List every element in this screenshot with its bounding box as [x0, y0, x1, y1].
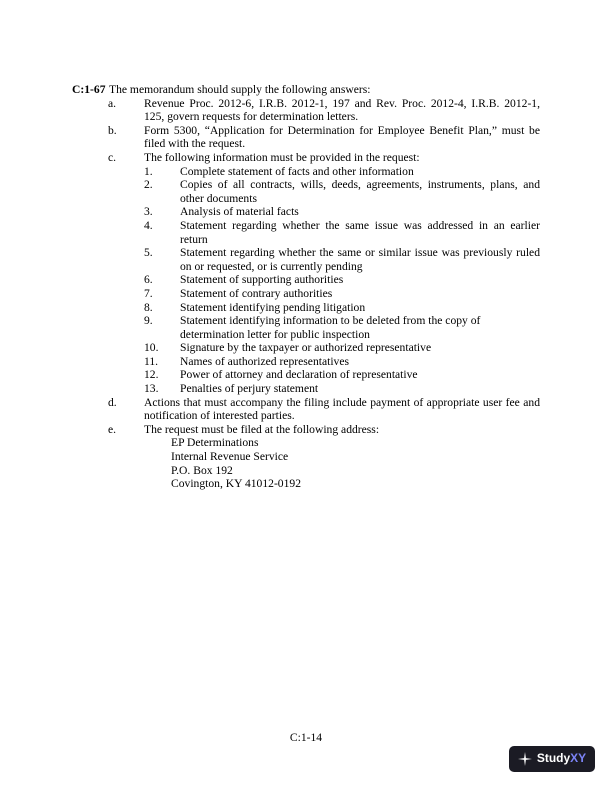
- watermark-brand-main: Study: [536, 751, 571, 766]
- list-item: [144, 368, 540, 382]
- list-item: [144, 205, 540, 219]
- list-item-number: 8.: [144, 300, 153, 314]
- list-item: [144, 301, 540, 315]
- list-item-text: Statement identifying pending litigation: [180, 300, 366, 314]
- watermark-brand-accent: XY: [570, 751, 587, 766]
- page-number: C:1-14: [289, 731, 323, 744]
- item-label: e.: [108, 422, 117, 436]
- item-text: Revenue Proc. 2012-6, I.R.B. 2012-1, 197 and Rev. Proc. 2012-4, I.R.B. 2012-1, 125, govern requests for determination letters.: [144, 96, 540, 124]
- answer-item-a: [108, 97, 540, 124]
- list-item-text: Analysis of material facts: [180, 205, 299, 219]
- list-item-number: 4.: [144, 218, 153, 232]
- item-text: Actions that must accompany the filing include payment of appropriate user fee and notification of interested parties.: [144, 395, 540, 423]
- item-label: a.: [108, 96, 117, 110]
- list-item: [144, 165, 540, 179]
- answer-item-d: [108, 396, 540, 423]
- list-item-text: Penalties of perjury statement: [180, 382, 319, 396]
- plus-sparkle-icon: [518, 752, 532, 766]
- item-label: b.: [108, 123, 117, 137]
- list-item: [144, 273, 540, 287]
- list-item-number: 2.: [144, 178, 153, 192]
- list-item-text: Power of attorney and declaration of representative: [180, 368, 418, 382]
- list-item-text: Statement regarding whether the same or similar issue was previously ruled on or requested, or is currently pending: [180, 246, 540, 273]
- address-line: Covington, KY 41012-0192: [171, 477, 301, 491]
- list-item-text: Statement of supporting authorities: [180, 273, 344, 287]
- list-item: [144, 287, 540, 301]
- list-item-number: 13.: [144, 382, 159, 396]
- list-item-number: 11.: [144, 354, 159, 368]
- list-item-text: Copies of all contracts, wills, deeds, agreements, instruments, plans, and other documents: [180, 178, 540, 205]
- list-item-text: Statement regarding whether the same issue was addressed in an earlier return: [180, 218, 540, 246]
- list-item-number: 12.: [144, 368, 159, 382]
- mailing-address: [171, 436, 540, 490]
- list-item-number: 7.: [144, 286, 153, 300]
- studyxy-watermark[interactable]: [509, 746, 595, 772]
- item-label: c.: [108, 150, 117, 164]
- problem-id: C:1-67: [72, 83, 106, 96]
- list-item-text: Complete statement of facts and other information: [180, 164, 414, 178]
- list-item-number: 10.: [144, 341, 159, 355]
- list-item-number: 1.: [144, 164, 153, 178]
- address-line: P.O. Box 192: [171, 463, 233, 477]
- item-label: d.: [108, 395, 117, 409]
- address-line: Internal Revenue Service: [171, 450, 289, 464]
- problem-intro: The memorandum should supply the following answers:: [109, 83, 371, 96]
- item-text: The following information must be provided in the request:: [144, 150, 420, 164]
- list-item: [144, 219, 540, 246]
- list-item: [144, 314, 540, 341]
- list-item: [144, 382, 540, 396]
- list-item-text: Names of authorized representatives: [180, 354, 350, 368]
- list-item: [144, 341, 540, 355]
- document-body: [72, 83, 540, 491]
- item-text: The request must be filed at the following address:: [144, 422, 380, 436]
- answer-item-c: [108, 151, 540, 165]
- answer-item-e: [108, 423, 540, 437]
- address-line: EP Determinations: [171, 436, 259, 450]
- list-item-number: 3.: [144, 205, 153, 219]
- list-item-number: 5.: [144, 246, 153, 260]
- list-item: [144, 246, 540, 273]
- list-item: [144, 355, 540, 369]
- list-item-text: Statement of contrary authorities: [180, 286, 333, 300]
- problem-heading: [72, 83, 540, 97]
- list-item-number: 6.: [144, 273, 153, 287]
- list-item-number: 9.: [144, 314, 153, 328]
- answer-item-b: [108, 124, 540, 151]
- list-item: [144, 178, 540, 205]
- list-item-text: Statement identifying information to be deleted from the copy of determination letter for public inspection: [180, 314, 481, 341]
- item-text: Form 5300, “Application for Determination for Employee Benefit Plan,” must be filed with the request.: [144, 123, 540, 151]
- list-item-text: Signature by the taxpayer or authorized representative: [180, 341, 432, 355]
